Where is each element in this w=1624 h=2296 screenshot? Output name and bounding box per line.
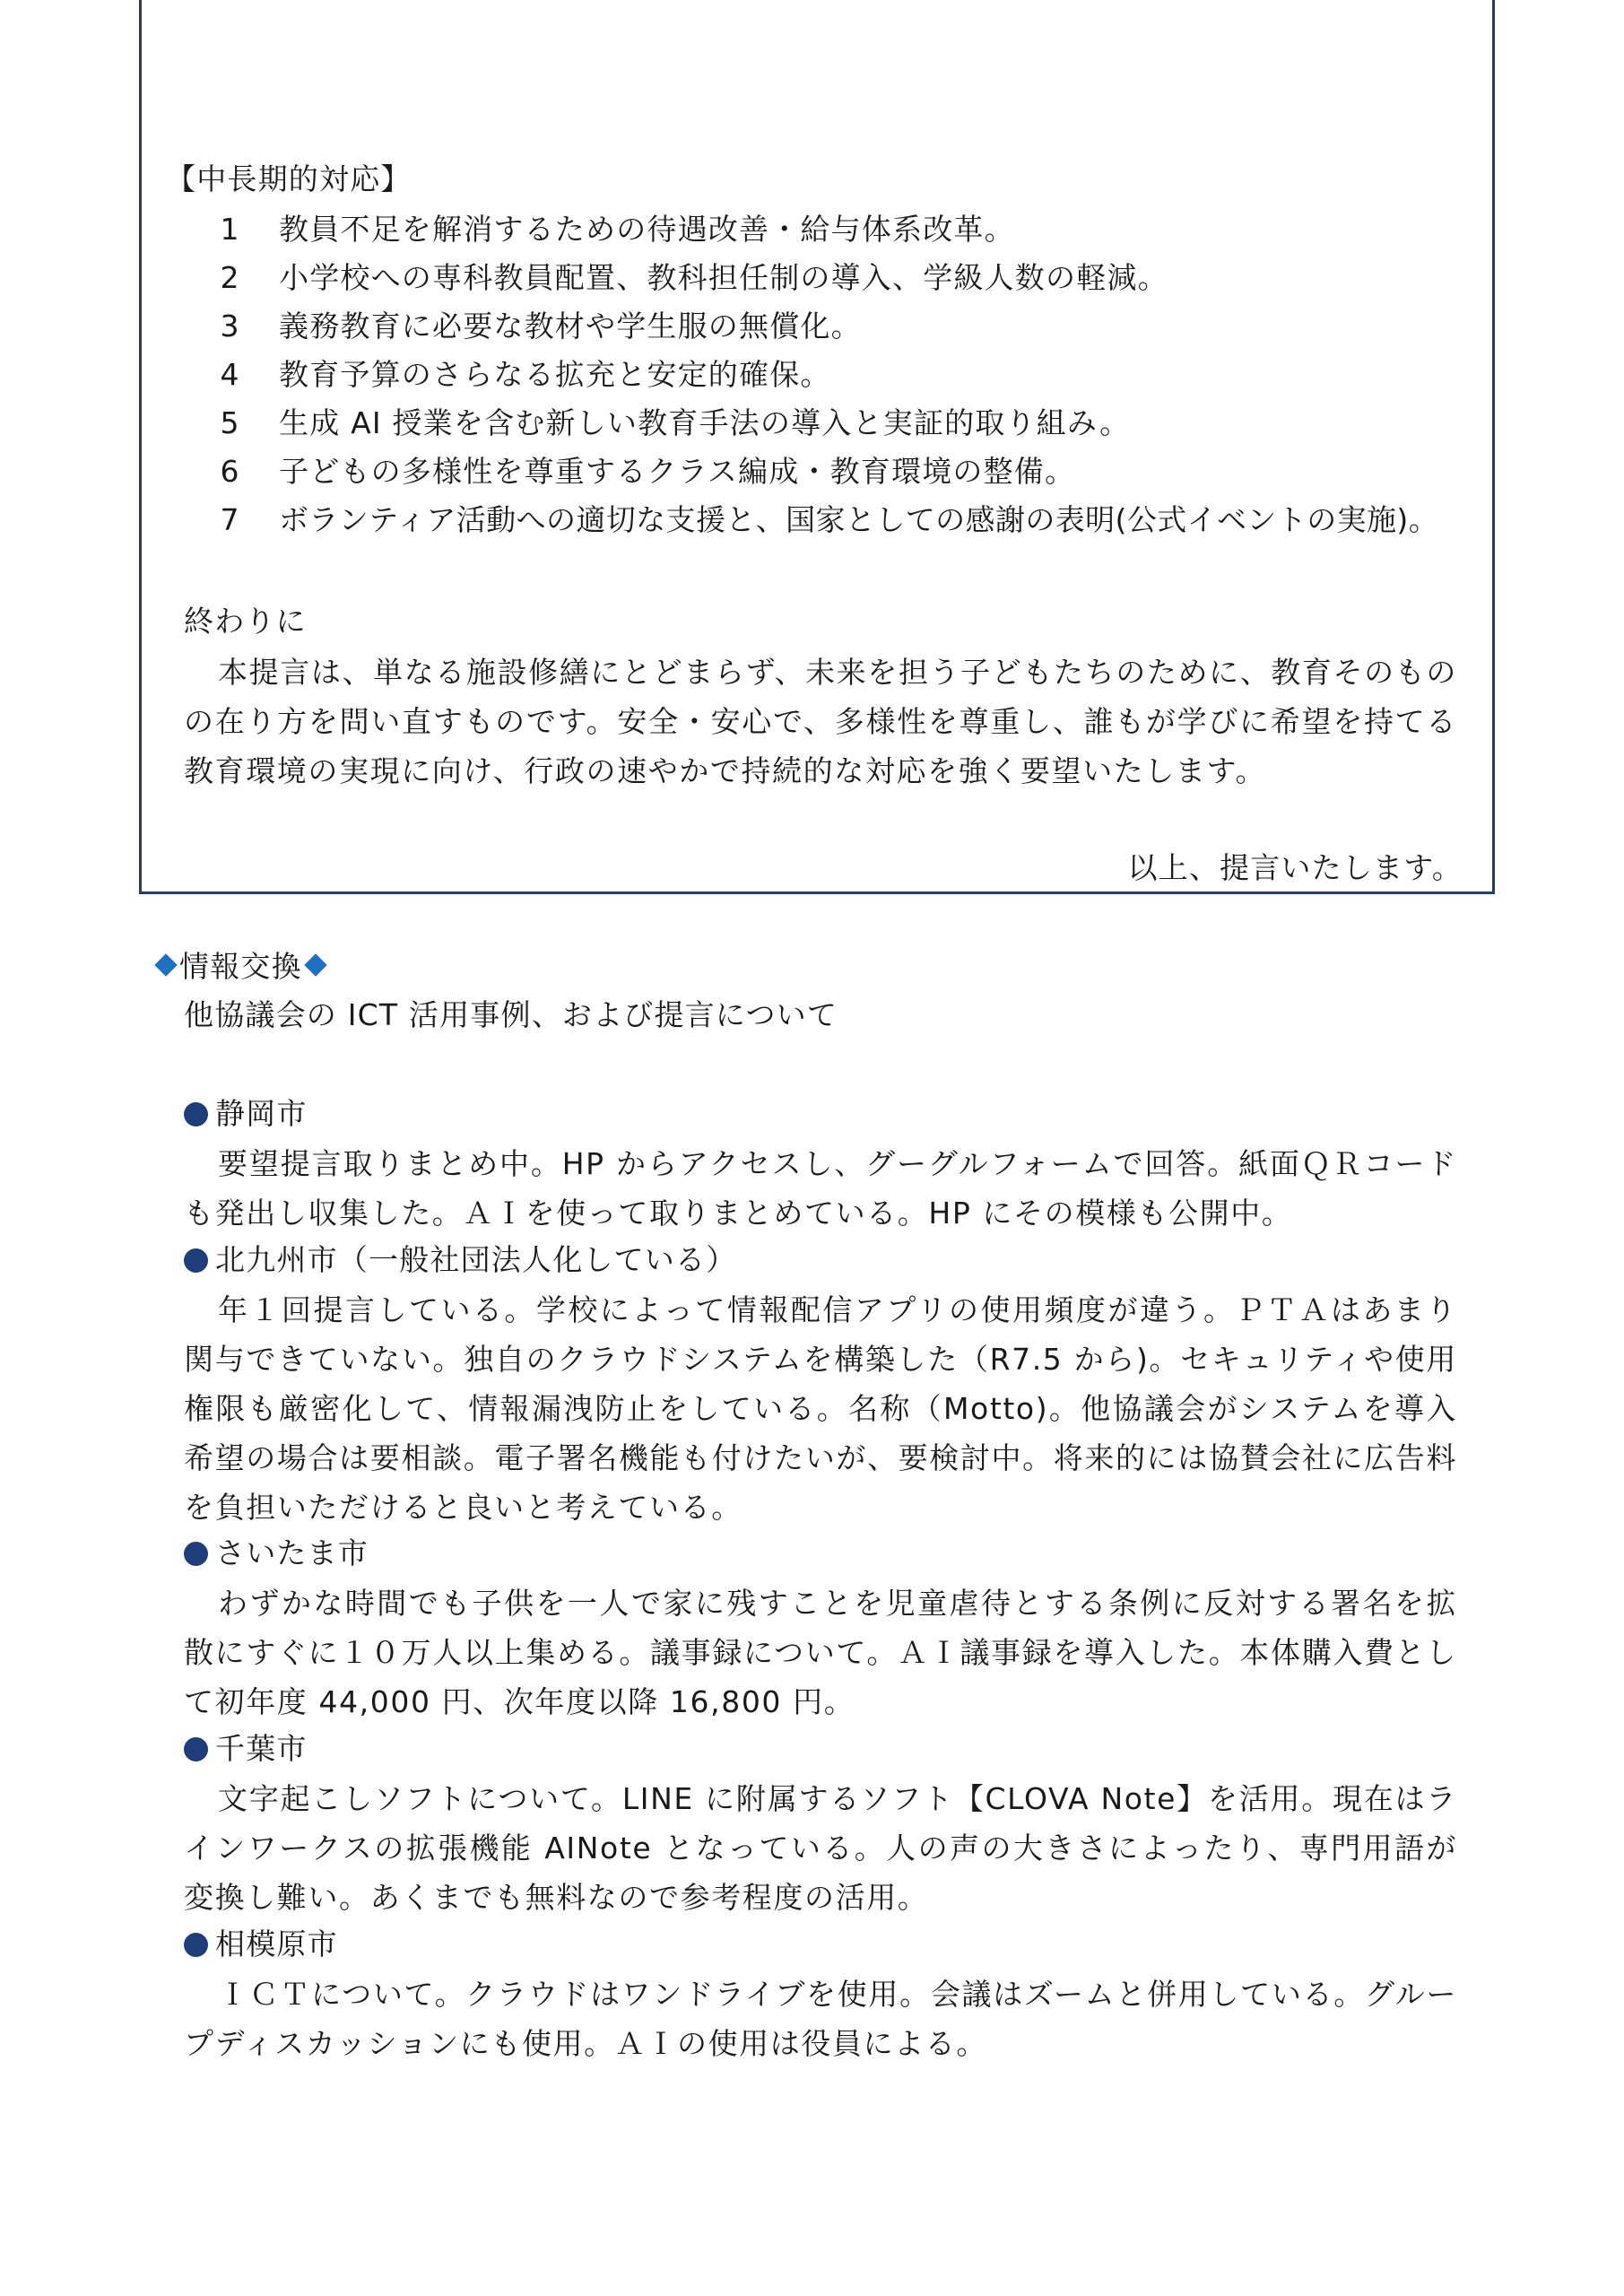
item-number: 4 <box>220 357 239 392</box>
city-body: 文字起こしソフトについて。LINE に附属するソフト【CLOVA Note】を活用。現在はラインワークスの拡張機能 AINote となっている。人の声の大きさによったり、専門用語が変換し難い。あくまでも無料なので参考程度の活用。 <box>184 1781 1457 1915</box>
diamond-icon <box>154 953 177 976</box>
item-number: 1 <box>220 212 239 247</box>
city-body: 年１回提言している。学校によって情報配信アプリの使用頻度が違う。ＰＴＡはあまり関与できていない。独自のクラウドシステムを構築した（R7.5 から)。セキュリティや使用権限も厳密化して、情報漏洩防止をしている。名称（Motto)。他協議会がシステムを導入希望の場合は要相談。電子署名機能も付けたいが、要検討中。将来的には協賛会社に広告料を負担いただけると良いと考えている。 <box>184 1292 1457 1525</box>
city-name: 相模原市 <box>215 1926 338 1961</box>
section-subtitle: 他協議会の ICT 活用事例、および提言について <box>184 997 838 1032</box>
city-name: さいたま市 <box>215 1535 369 1570</box>
item-text: 小学校への専科教員配置、教科担任制の導入、学級人数の軽減。 <box>279 260 1168 295</box>
bullet-dot-icon <box>184 1248 208 1273</box>
city-heading <box>184 1535 369 1571</box>
item-text: 教育予算のさらなる拡充と安定的確保。 <box>279 357 831 392</box>
item-number: 2 <box>220 260 239 295</box>
city-heading <box>184 1242 736 1278</box>
bullet-dot-icon <box>184 1542 208 1566</box>
item-number: 5 <box>220 405 239 440</box>
item-number: 6 <box>220 454 239 489</box>
item-text: 教員不足を解消するための待遇改善・給与体系改革。 <box>279 212 1015 247</box>
section-label: 【中長期的対応】 <box>166 161 412 196</box>
item-number: 3 <box>220 309 239 344</box>
item-text: ボランティア活動への適切な支援と、国家としての感謝の表明(公式イベントの実施)。 <box>279 502 1439 537</box>
diamond-icon <box>304 953 326 976</box>
bullet-dot-icon <box>184 1737 208 1761</box>
city-body: ＩＣＴについて。クラウドはワンドライブを使用。会議はズームと併用している。グループディスカッションにも使用。ＡＩの使用は役員による。 <box>184 1977 1457 2061</box>
item-text: 子どもの多様性を尊重するクラス編成・教育環境の整備。 <box>279 454 1076 489</box>
city-heading <box>184 1096 308 1132</box>
section-title-text: 情報交換 <box>179 949 302 984</box>
bullet-dot-icon <box>184 1102 208 1126</box>
city-name: 千葉市 <box>215 1731 308 1766</box>
city-name: 静岡市 <box>215 1096 308 1131</box>
city-heading <box>184 1731 308 1767</box>
closing-body: 本提言は、単なる施設修繕にとどまらず、未来を担う子どもたちのために、教育そのものの在り方を問い直すものです。安全・安心で、多様性を尊重し、誰もが学びに希望を持てる教育環境の実現に向け、行政の速やかで持続的な対応を強く要望いたします。 <box>184 655 1457 788</box>
city-heading <box>184 1926 338 1962</box>
bullet-dot-icon <box>184 1933 208 1957</box>
city-body: わずかな時間でも子供を一人で家に残すことを児童虐待とする条例に反対する署名を拡散にすぐに１０万人以上集める。議事録について。ＡＩ議事録を導入した。本体購入費として初年度 44,000 円、次年度以降 16,800 円。 <box>184 1586 1457 1719</box>
item-number: 7 <box>220 502 239 537</box>
signoff: 以上、提言いたします。 <box>1127 850 1463 885</box>
closing-heading: 終わりに <box>184 604 307 639</box>
section-title <box>152 949 329 985</box>
city-name: 北九州市（一般社団法人化している） <box>215 1242 737 1277</box>
city-body: 要望提言取りまとめ中。HP からアクセスし、グーグルフォームで回答。紙面ＱＲコードも発出し収集した。ＡＩを使って取りまとめている。HP にその模様も公開中。 <box>184 1146 1457 1231</box>
item-text: 生成 AI 授業を含む新しい教育手法の導入と実証的取り組み。 <box>279 405 1131 440</box>
item-text: 義務教育に必要な教材や学生服の無償化。 <box>279 309 862 344</box>
